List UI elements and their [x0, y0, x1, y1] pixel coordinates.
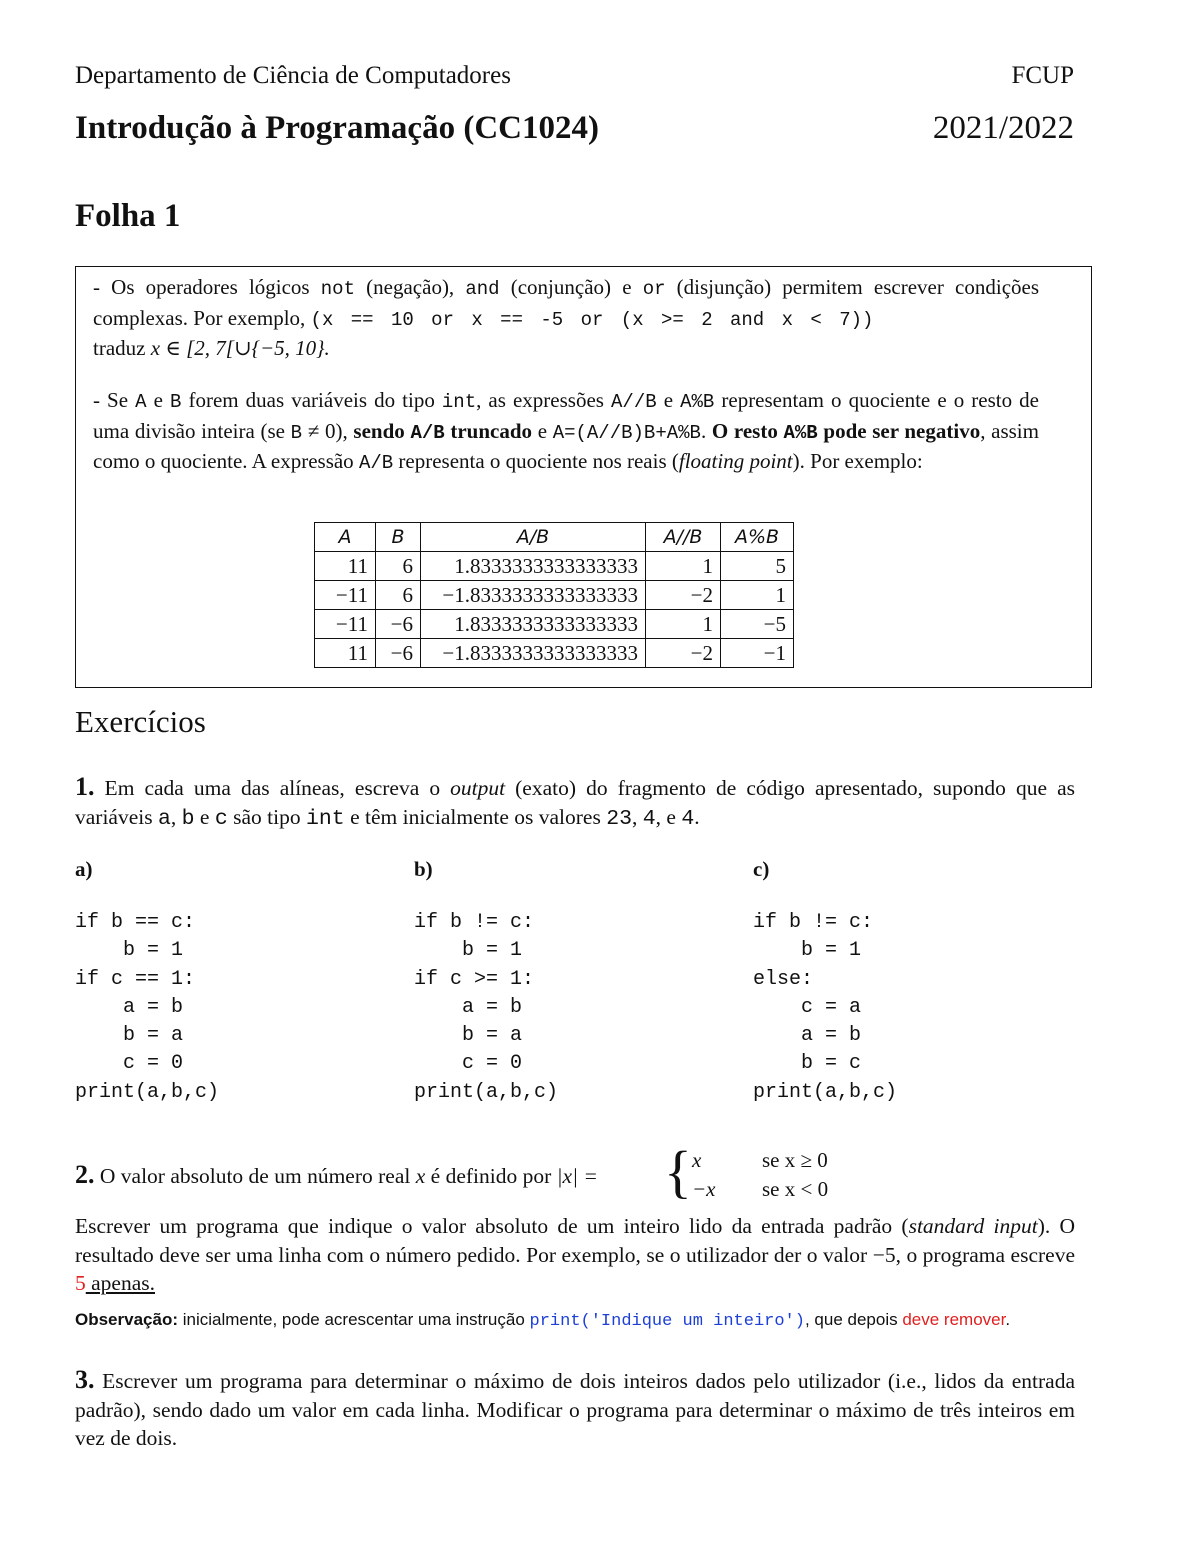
table-cell: −1: [721, 639, 794, 668]
info-paragraph-division: [93, 386, 1039, 478]
info-paragraph-logic: [93, 273, 1039, 363]
text: e: [194, 804, 215, 829]
text: , e: [655, 804, 682, 829]
text: .: [1005, 1310, 1011, 1329]
table-cell: −5: [721, 610, 794, 639]
math-x: x: [415, 1164, 426, 1188]
code-or: or: [642, 278, 666, 300]
math-value: −5: [872, 1242, 896, 1267]
table-cell: 11: [315, 552, 376, 581]
text: Escrever um programa para determinar o máximo de dois inteiros dados pelo utilizador (i.e., lidos da entrada padrão), sendo dado um valor em cada linha. Modificar o programa para determinar o máximo de três inteiros em vez de dois.: [75, 1369, 1075, 1450]
text: Em cada uma das alíneas, escreva o: [94, 776, 451, 800]
code-a: a: [157, 806, 171, 831]
text: Escrever um programa que indique o valor absoluto de um inteiro lido da entrada padrão (: [75, 1214, 909, 1238]
math-nonzero: ≠ 0),: [302, 418, 354, 443]
text: e: [146, 388, 170, 412]
subitem-c-label: c): [753, 857, 770, 881]
exercise-3-statement: [75, 1366, 1075, 1453]
code-floor-div: A//B: [611, 391, 657, 413]
table-row: [315, 610, 794, 639]
code-int: int: [305, 806, 345, 831]
code-value: 23: [606, 806, 633, 831]
column-header: A/B: [421, 523, 646, 552]
text: forem duas variáveis do tipo: [181, 388, 442, 412]
highlight-remove: deve remover: [902, 1310, 1006, 1329]
case-2-value: −x: [692, 1177, 716, 1201]
highlight-output: 5: [75, 1271, 86, 1295]
column-header: A: [315, 523, 376, 552]
subitem-a-label: a): [75, 857, 93, 881]
table-cell: 5: [721, 552, 794, 581]
text: (conjunção) e: [499, 275, 643, 299]
text: são tipo: [227, 804, 306, 829]
text: representam o quociente e o resto de uma divisão inteira (se: [93, 388, 1039, 443]
text: é definido por: [425, 1164, 557, 1188]
italic-text: floating point: [678, 449, 793, 473]
table-cell: 6: [376, 581, 421, 610]
text: e: [532, 418, 553, 443]
text: apenas.: [85, 1271, 155, 1295]
case-2-condition: se x < 0: [762, 1177, 829, 1201]
text: representa o quociente nos reais (: [393, 449, 679, 473]
table-header-row: [315, 523, 794, 552]
text: .: [700, 418, 712, 443]
code-B: B: [169, 391, 182, 413]
code-block-b: if b != c: b = 1 if c >= 1: a = b b = a c = 0 print(a,b,c): [414, 911, 559, 1104]
code-mod: A%B: [680, 391, 715, 413]
table-cell: 1: [646, 610, 721, 639]
code-div: A/B: [358, 452, 394, 474]
sheet-title: Folha 1: [75, 198, 181, 234]
table-cell: 11: [315, 639, 376, 668]
text: ). O resultado deve ser uma linha com o número pedido. Por exemplo, se o utilizador der o valor: [75, 1214, 1075, 1267]
department-name: Departamento de Ciência de Computadores: [75, 62, 511, 89]
exercise-number: 2.: [75, 1160, 95, 1189]
note-label: Observação:: [75, 1310, 178, 1329]
text: (disjunção) permitem escrever condições complexas. Por exemplo,: [93, 275, 1040, 330]
exercise-2-note: [75, 1310, 1010, 1331]
case-1-value: x: [692, 1148, 702, 1172]
table-cell: −6: [376, 639, 421, 668]
code-B: B: [290, 421, 303, 444]
code-and: and: [465, 278, 500, 300]
table-cell: −2: [646, 639, 721, 668]
text: e têm inicialmente os valores: [344, 804, 607, 829]
text: traduz: [93, 336, 151, 360]
bold-text: sendo: [353, 418, 411, 443]
code-print: print('Indique um inteiro'): [529, 1312, 805, 1331]
column-header: A%B: [721, 523, 794, 552]
table-row: [315, 639, 794, 668]
table-cell: 1: [646, 552, 721, 581]
table-cell: −2: [646, 581, 721, 610]
text: ). Por exemplo:: [792, 449, 923, 473]
exercise-1-statement: [75, 773, 1075, 833]
text: ,: [170, 804, 182, 829]
code-c: c: [214, 806, 228, 831]
table-row: [315, 581, 794, 610]
text: inicialmente, pode acrescentar uma instrução: [178, 1310, 530, 1329]
italic-text: output: [450, 776, 506, 800]
text: (exato) do fragmento de código apresentado, supondo que as variáveis: [75, 776, 1075, 829]
table-cell: −1.8333333333333333: [421, 581, 646, 610]
bold-text: O resto: [711, 418, 784, 443]
exercise-number: 3.: [75, 1365, 95, 1394]
text: .: [694, 804, 700, 829]
exercises-heading: Exercícios: [75, 704, 206, 739]
text: , o programa escreve: [895, 1242, 1075, 1267]
math-abs: |x| =: [556, 1164, 598, 1188]
division-example-table: [314, 522, 794, 668]
code-b: b: [181, 806, 195, 831]
text: e: [656, 388, 681, 412]
text: ,: [632, 804, 643, 829]
bold-text: pode ser negativo: [817, 418, 981, 443]
text: - Se: [93, 388, 136, 412]
text: , as expressões: [476, 388, 612, 412]
text: , assim como o quociente. A expressão: [93, 418, 1039, 473]
code-block-c: if b != c: b = 1 else: c = a a = b b = c print(a,b,c): [753, 911, 898, 1104]
code-A: A: [135, 391, 147, 413]
table-cell: −11: [315, 581, 376, 610]
code-mod-bold: A%B: [783, 421, 818, 444]
code-block-a: if b == c: b = 1 if c == 1: a = b b = a c = 0 print(a,b,c): [75, 911, 220, 1104]
subitem-b-label: b): [414, 857, 433, 881]
table-cell: −11: [315, 610, 376, 639]
exercise-number: 1.: [75, 772, 95, 801]
text: O valor absoluto de um número real: [94, 1164, 416, 1188]
academic-year: 2021/2022: [932, 110, 1074, 146]
italic-text: standard input: [908, 1214, 1038, 1238]
info-box: [75, 266, 1092, 688]
code-div-bold: A/B: [410, 421, 445, 444]
table-cell: 6: [376, 552, 421, 581]
case-1-condition: se x ≥ 0: [762, 1148, 828, 1172]
institution-name: FCUP: [1011, 62, 1074, 89]
table-cell: −6: [376, 610, 421, 639]
code-value: 4: [681, 806, 695, 831]
exercise-2-task: [75, 1212, 1075, 1298]
table-cell: 1.8333333333333333: [421, 552, 646, 581]
math-set: x ∈ [2, 7[∪{−5, 10}.: [150, 336, 330, 360]
table-cell: 1.8333333333333333: [421, 610, 646, 639]
text: - Os operadores lógicos: [93, 275, 321, 299]
table-row: [315, 552, 794, 581]
column-header: B: [376, 523, 421, 552]
column-header: A//B: [646, 523, 721, 552]
text: , que depois: [804, 1310, 903, 1329]
course-title: Introdução à Programação (CC1024): [75, 110, 599, 146]
code-value: 4: [642, 806, 656, 831]
exercise-2-definition: [75, 1160, 598, 1190]
table-cell: −1.8333333333333333: [421, 639, 646, 668]
code-int: int: [441, 391, 477, 413]
bold-text: truncado: [444, 418, 533, 443]
code-not: not: [320, 278, 355, 300]
table-cell: 1: [721, 581, 794, 610]
text: (negação),: [355, 275, 466, 299]
code-identity: A=(A//B)B+A%B: [552, 421, 701, 444]
brace-icon: {: [664, 1139, 692, 1204]
code-example-condition: (x == 10 or x == -5 or (x >= 2 and x < 7)): [310, 308, 874, 331]
